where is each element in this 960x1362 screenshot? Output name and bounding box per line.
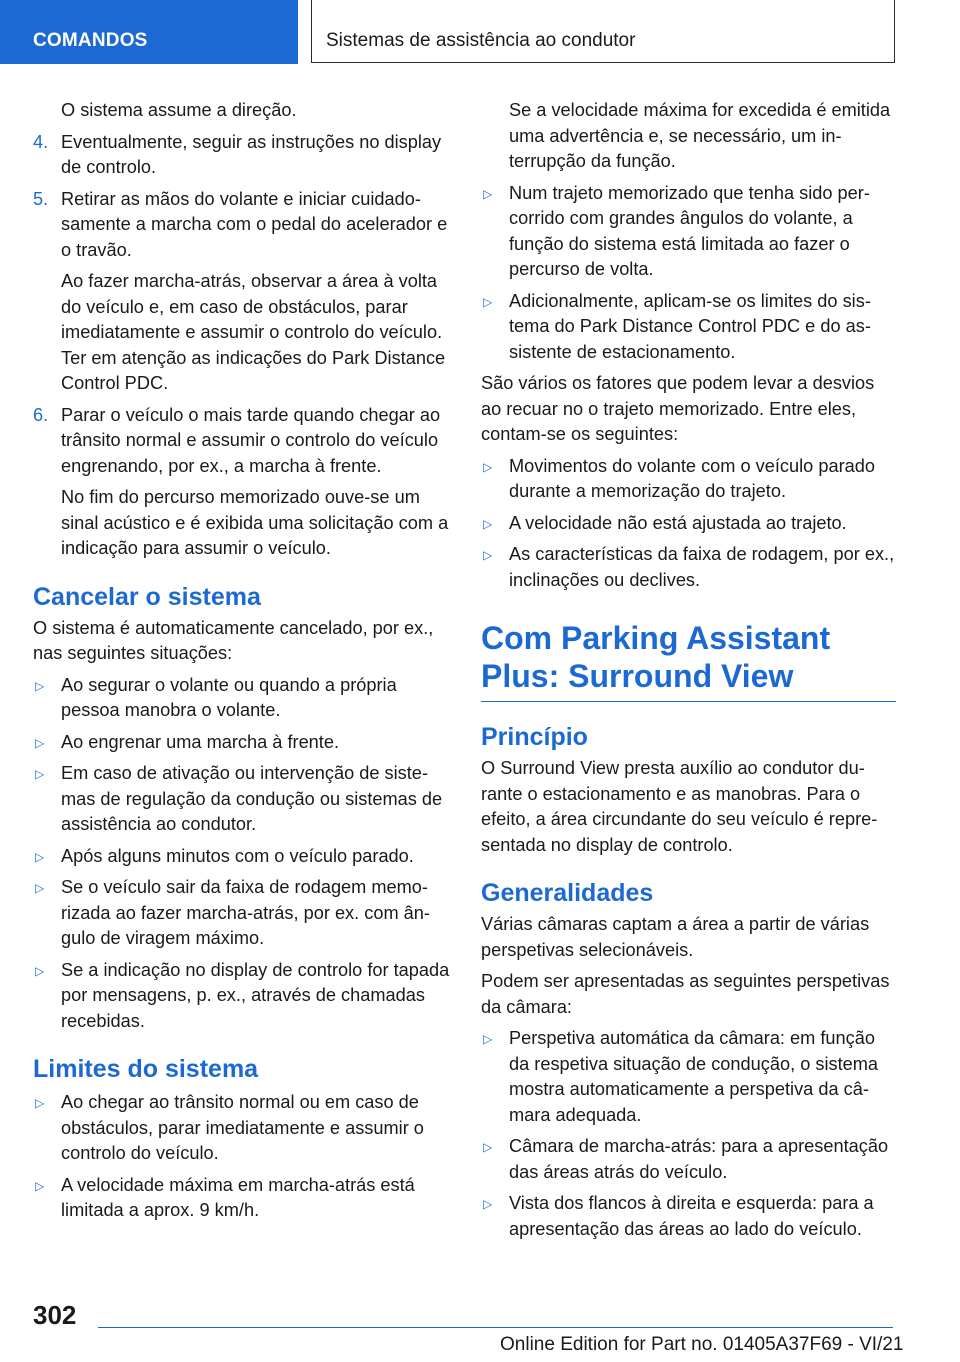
list-item: ▷ Ao engrenar uma marcha à frente. (33, 730, 451, 756)
page-number: 302 (33, 1300, 77, 1330)
chapter-title: Sistemas de assistência ao condutor (326, 30, 636, 51)
intro-text: O sistema assume a direção. (61, 100, 297, 120)
triangle-bullet-icon: ▷ (35, 1178, 45, 1193)
right-column (481, 98, 896, 1242)
step-note: Ao fazer marcha-atrás, observar a área à volta do veículo e, em caso de obstáculos, parar imediatamente e assumir o controlo do veículo. Ter em atenção as indicações do Park Distance Control PDC. (61, 271, 446, 393)
list-item: ▷ Se o veículo sair da faixa de rodagem memorizada ao fazer marcha-atrás, por ex. com ângulo de viragem máximo. (35, 877, 430, 948)
triangle-bullet-icon: ▷ (483, 1032, 493, 1046)
list-item: ▷ Ao chegar ao trânsito normal ou em caso de obstáculos, parar imediatamente e assumir o controlo do veículo. (35, 1092, 424, 1163)
section-heading: Cancelar o sistema (33, 582, 261, 611)
list-item: ▷ Perspetiva automática da câmara: em função da respetiva situação de condução, o sistema mostra automaticamente a perspetiva da câmara adequada. (483, 1028, 879, 1125)
step-4 (33, 130, 451, 181)
list-item: ▷ As características da faixa de rodagem, por ex., inclinações ou declives. (483, 544, 895, 590)
body-text: O Surround View presta auxílio ao condutor durante o estacionamento e as manobras. Para o efeito, a área circundante do seu veículo é representada no display de controlo. (481, 758, 878, 855)
list-item: ▷ A velocidade máxima em marcha-atrás está limitada a aprox. 9 km/h. (35, 1174, 415, 1220)
body-text: Várias câmaras captam a área a partir de várias perspetivas selecionáveis. (481, 914, 870, 960)
bullet-list (33, 1090, 451, 1224)
chapter-header (311, 0, 895, 63)
list-item: ▷ Adicionalmente, aplicam-se os limites do sistema do Park Distance Control PDC e do assistente de estacionamento. (483, 290, 871, 362)
section-heading: Generalidades (481, 879, 654, 907)
step-6 (33, 403, 451, 480)
step-number: 5. (33, 188, 49, 209)
triangle-bullet-icon: ▷ (483, 548, 493, 562)
triangle-bullet-icon: ▷ (35, 678, 45, 693)
list-item: ▷ Em caso de ativação ou intervenção de sistemas de regulação da condução ou sistemas de assistência ao condutor. (35, 763, 443, 834)
triangle-bullet-icon: ▷ (483, 516, 493, 531)
main-heading: Com Parking Assistant Plus: Surround View (481, 619, 896, 702)
triangle-bullet-icon: ▷ (35, 963, 45, 978)
section-tab (0, 0, 298, 64)
triangle-bullet-icon: ▷ (483, 1140, 493, 1154)
step-text: Parar o veículo o mais tarde quando chegar ao trânsito normal e assumir o controlo do veículo engrenando, por ex., a marcha à frente. (61, 404, 441, 476)
footer-divider (98, 1327, 893, 1328)
list-item: ▷ Câmara de marcha-atrás: para a apresentação das áreas atrás do veículo. (483, 1136, 889, 1182)
section-heading: Princípio (481, 723, 588, 751)
body-text: O sistema é automaticamente cancelado, por ex., nas seguintes situações: (33, 617, 434, 663)
bullet-list (481, 181, 896, 366)
list-item: ▷ Movimentos do volante com o veículo parado durante a memorização do trajeto. (483, 455, 875, 501)
triangle-bullet-icon: ▷ (483, 186, 493, 201)
bullet-list (33, 673, 451, 1035)
step-number: 4. (33, 131, 49, 152)
section-label: COMANDOS (33, 30, 148, 51)
body-text: São vários os fatores que podem levar a desvios ao recuar no o trajeto memorizado. Entre eles, contam-se os seguintes: (481, 373, 875, 444)
bullet-list (481, 454, 896, 594)
list-item: ▷ A velocidade não está ajustada ao trajeto. (481, 511, 896, 537)
triangle-bullet-icon: ▷ (483, 459, 493, 474)
step-text: Eventualmente, seguir as instruções no display de controlo. (61, 131, 442, 177)
list-item: ▷ Vista dos flancos à direita e esquerda: para a apresentação das áreas ao lado do veículo. (483, 1193, 874, 1239)
step-text: Retirar as mãos do volante e iniciar cuidadosamente a marcha com o pedal do acelerador e o travão. (61, 188, 448, 260)
list-item: ▷ Num trajeto memorizado que tenha sido percorrido com grandes ângulos do volante, a função do sistema está limitada ao fazer o percurso de volta. (483, 182, 870, 279)
body-text: Se a velocidade máxima for excedida é emitida uma advertência e, se necessário, um interrupção da função. (509, 100, 891, 171)
list-item: ▷ Ao segurar o volante ou quando a própria pessoa manobra o volante. (35, 674, 397, 720)
triangle-bullet-icon: ▷ (35, 1096, 45, 1110)
step-number: 6. (33, 404, 49, 425)
body-text: Podem ser apresentadas as seguintes perspetivas da câmara: (481, 971, 890, 1017)
step-5 (33, 187, 451, 264)
triangle-bullet-icon: ▷ (35, 735, 45, 750)
left-column (33, 98, 451, 1224)
triangle-bullet-icon: ▷ (35, 881, 45, 895)
list-item: ▷ Após alguns minutos com o veículo parado. (33, 844, 451, 870)
triangle-bullet-icon: ▷ (483, 1197, 493, 1211)
bullet-list (481, 1026, 896, 1242)
triangle-bullet-icon: ▷ (35, 767, 45, 781)
section-heading: Limites do sistema (33, 1055, 259, 1083)
edition-footer: Online Edition for Part no. 01405A37F69 - VI/21 (500, 1334, 904, 1355)
step-note: No fim do percurso memorizado ouve-se um sinal acústico e é exibida uma solicitação com a indicação para assumir o veículo. (61, 487, 449, 558)
triangle-bullet-icon: ▷ (483, 294, 493, 309)
triangle-bullet-icon: ▷ (35, 849, 45, 864)
list-item: ▷ Se a indicação no display de controlo for tapada por mensagens, p. ex., através de chamadas recebidas. (35, 959, 450, 1031)
